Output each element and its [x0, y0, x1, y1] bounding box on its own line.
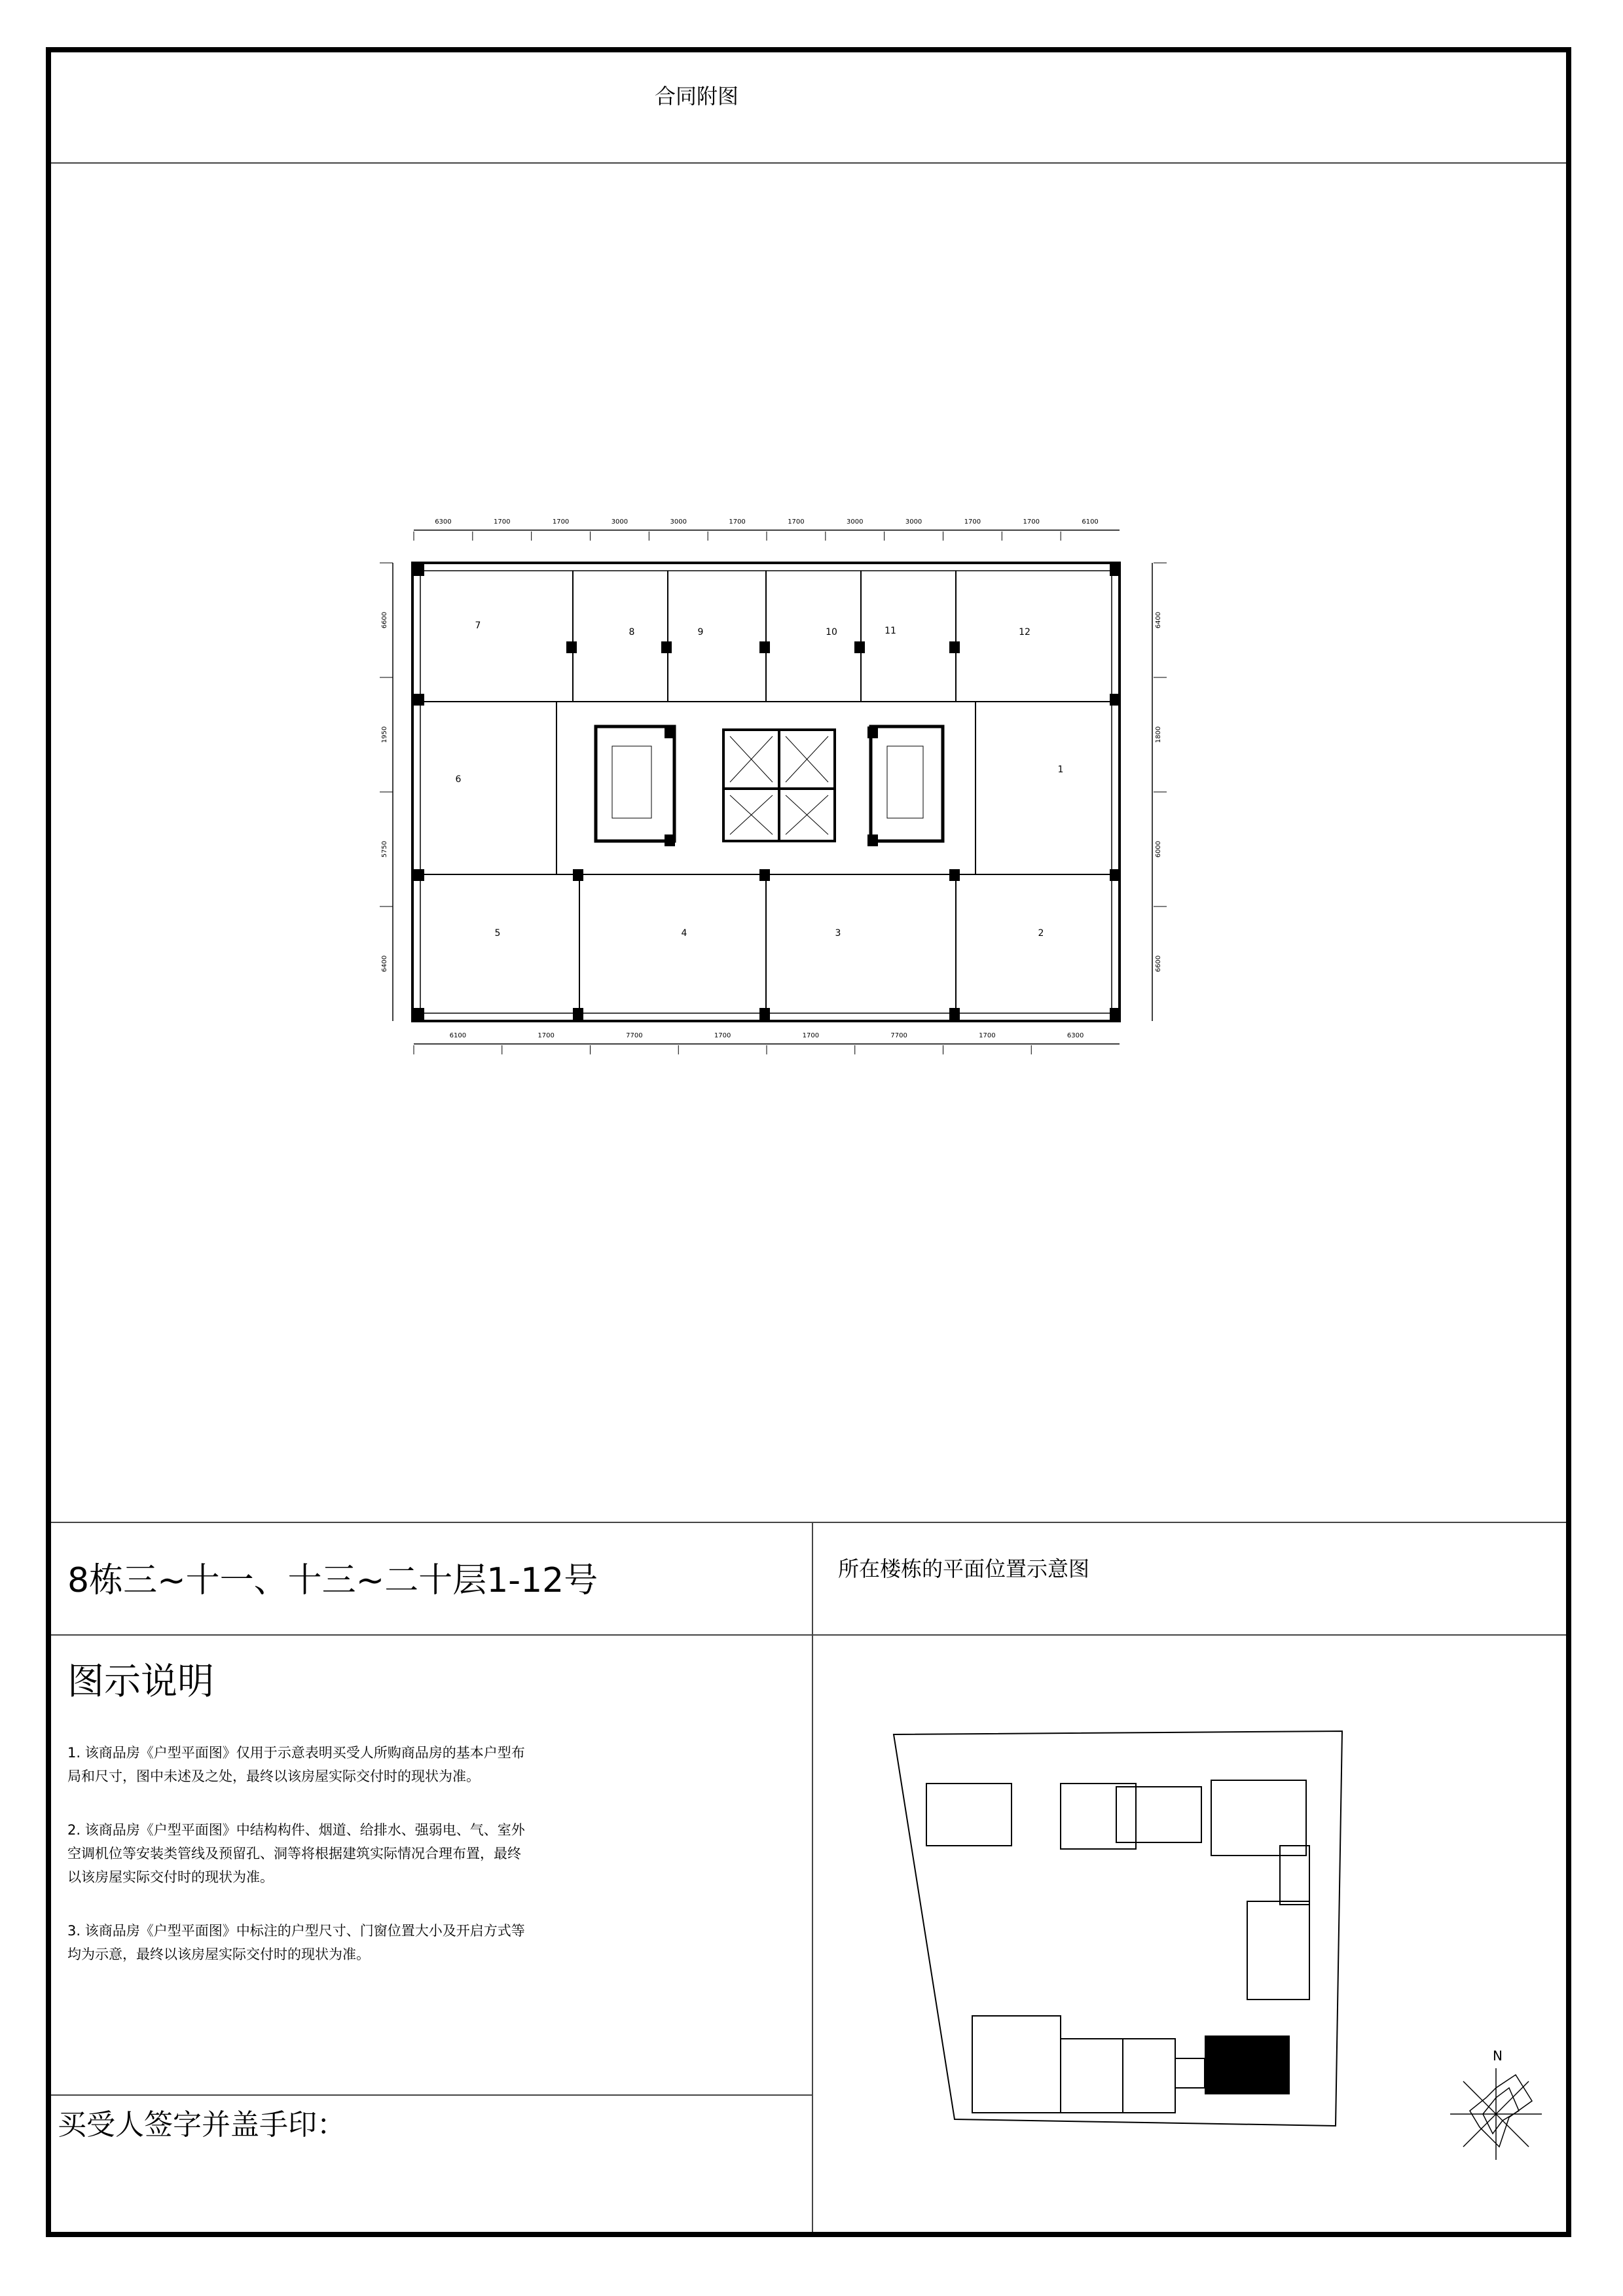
section-divider-middle [51, 1634, 1566, 1636]
highlighted-building-8 [1205, 2036, 1290, 2094]
top-dimension-7: 3000 [847, 518, 864, 526]
structural-column [414, 694, 424, 706]
unit-label-6: 6 [455, 774, 462, 785]
unit-label-7: 7 [475, 620, 481, 631]
unit-label-8: 8 [629, 627, 635, 637]
site-building [1116, 1787, 1201, 1842]
right-dimension-0: 6400 [1155, 611, 1162, 629]
left-dimension-3: 6400 [381, 955, 388, 973]
structural-column [661, 641, 672, 653]
structural-columns [414, 564, 1120, 1020]
legend-note-1: 1. 该商品房《户型平面图》仅用于示意表明买受人所购商品房的基本户型布局和尺寸，图中未述及之处，最终以该房屋实际交付时的现状为准。 [67, 1745, 525, 1784]
site-building [1175, 2058, 1205, 2088]
interior-walls [420, 571, 1112, 1013]
site-building [926, 1784, 1012, 1846]
unit-label-12: 12 [1019, 627, 1030, 637]
right-dimension-3: 6600 [1155, 955, 1162, 973]
site-building [1061, 1784, 1136, 1849]
legend-note-2: 2. 该商品房《户型平面图》中结构构件、烟道、给排水、强弱电、气、室外空调机位等安装类管线及预留孔、洞等将根据建筑实际情况合理布置，最终以该房屋实际交付时的现状为准。 [67, 1822, 525, 1885]
top-dimension-4: 3000 [670, 518, 687, 526]
top-dimension-6: 1700 [788, 518, 805, 526]
right-dimension-2: 6000 [1155, 840, 1162, 858]
unit-title: 8栋三~十一、十三~二十层1-12号 [67, 1561, 598, 1600]
signature-divider [51, 2094, 812, 2096]
top-dimension-5: 1700 [729, 518, 746, 526]
site-plan [884, 1715, 1506, 2147]
north-label: N [1493, 2049, 1503, 2064]
section-divider-top [51, 1522, 1566, 1523]
right-dimension-1: 1800 [1155, 726, 1162, 744]
site-building [1061, 2039, 1123, 2113]
bottom-dimension-2: 7700 [626, 1032, 643, 1039]
structural-column [573, 1008, 583, 1020]
legend-title: 图示说明 [67, 1660, 214, 1703]
top-dimension-2: 1700 [552, 518, 570, 526]
structural-column [949, 641, 960, 653]
structural-column [1110, 564, 1120, 576]
structural-column [573, 869, 583, 881]
bottom-dimension-5: 7700 [890, 1032, 907, 1039]
unit-label-9: 9 [697, 627, 704, 637]
header-divider [51, 162, 1566, 164]
structural-column [665, 834, 675, 846]
unit-label-1: 1 [1057, 764, 1064, 775]
structural-column [414, 869, 424, 881]
structural-column [414, 564, 424, 576]
dimension-lines [393, 530, 1152, 1044]
structural-column [566, 641, 577, 653]
bottom-dimension-1: 1700 [538, 1032, 555, 1039]
page-title: 合同附图 [655, 84, 739, 109]
structural-column [759, 1008, 770, 1020]
top-dimension-9: 1700 [964, 518, 981, 526]
buyer-signature-label: 买受人签字并盖手印： [58, 2108, 346, 2142]
structural-column [949, 1008, 960, 1020]
structural-column [867, 726, 878, 738]
bottom-dimension-7: 6300 [1067, 1032, 1084, 1039]
top-dimension-1: 1700 [494, 518, 511, 526]
bottom-dimension-6: 1700 [979, 1032, 996, 1039]
structural-column [759, 641, 770, 653]
site-map-title: 所在楼栋的平面位置示意图 [838, 1556, 1090, 1581]
site-building [1123, 2039, 1175, 2113]
left-dimension-1: 1950 [381, 726, 388, 744]
unit-label-4: 4 [681, 928, 687, 939]
structural-column [949, 869, 960, 881]
left-dimension-0: 6600 [381, 611, 388, 629]
bottom-dimension-0: 6100 [449, 1032, 467, 1039]
structural-column [1110, 869, 1120, 881]
core-walls [596, 726, 943, 841]
legend-note-3: 3. 该商品房《户型平面图》中标注的户型尺寸、门窗位置大小及开启方式等均为示意，最终以该房屋实际交付时的现状为准。 [67, 1923, 525, 1962]
unit-label-11: 11 [884, 626, 896, 636]
structural-column [414, 1008, 424, 1020]
structural-column [759, 869, 770, 881]
top-dimension-0: 6300 [435, 518, 452, 526]
unit-label-5: 5 [494, 928, 501, 939]
structural-column [1110, 1008, 1120, 1020]
structural-column [665, 726, 675, 738]
top-dimension-3: 3000 [611, 518, 629, 526]
column-divider [812, 1522, 813, 2232]
bottom-dimension-3: 1700 [714, 1032, 731, 1039]
site-building [1280, 1846, 1309, 1905]
structural-column [867, 834, 878, 846]
left-dimension-2: 5750 [381, 840, 388, 858]
bottom-dimension-4: 1700 [802, 1032, 820, 1039]
top-dimension-10: 1700 [1023, 518, 1040, 526]
unit-label-10: 10 [826, 627, 837, 637]
unit-label-2: 2 [1038, 928, 1044, 939]
floor-plan [367, 511, 1185, 1086]
site-building [972, 2016, 1061, 2113]
unit-label-3: 3 [835, 928, 841, 939]
north-arrow-icon [1447, 2049, 1545, 2173]
structural-column [854, 641, 865, 653]
top-dimension-8: 3000 [905, 518, 922, 526]
structural-column [1110, 694, 1120, 706]
site-building [1211, 1780, 1306, 1856]
site-building [1247, 1901, 1309, 2000]
top-dimension-11: 6100 [1082, 518, 1099, 526]
